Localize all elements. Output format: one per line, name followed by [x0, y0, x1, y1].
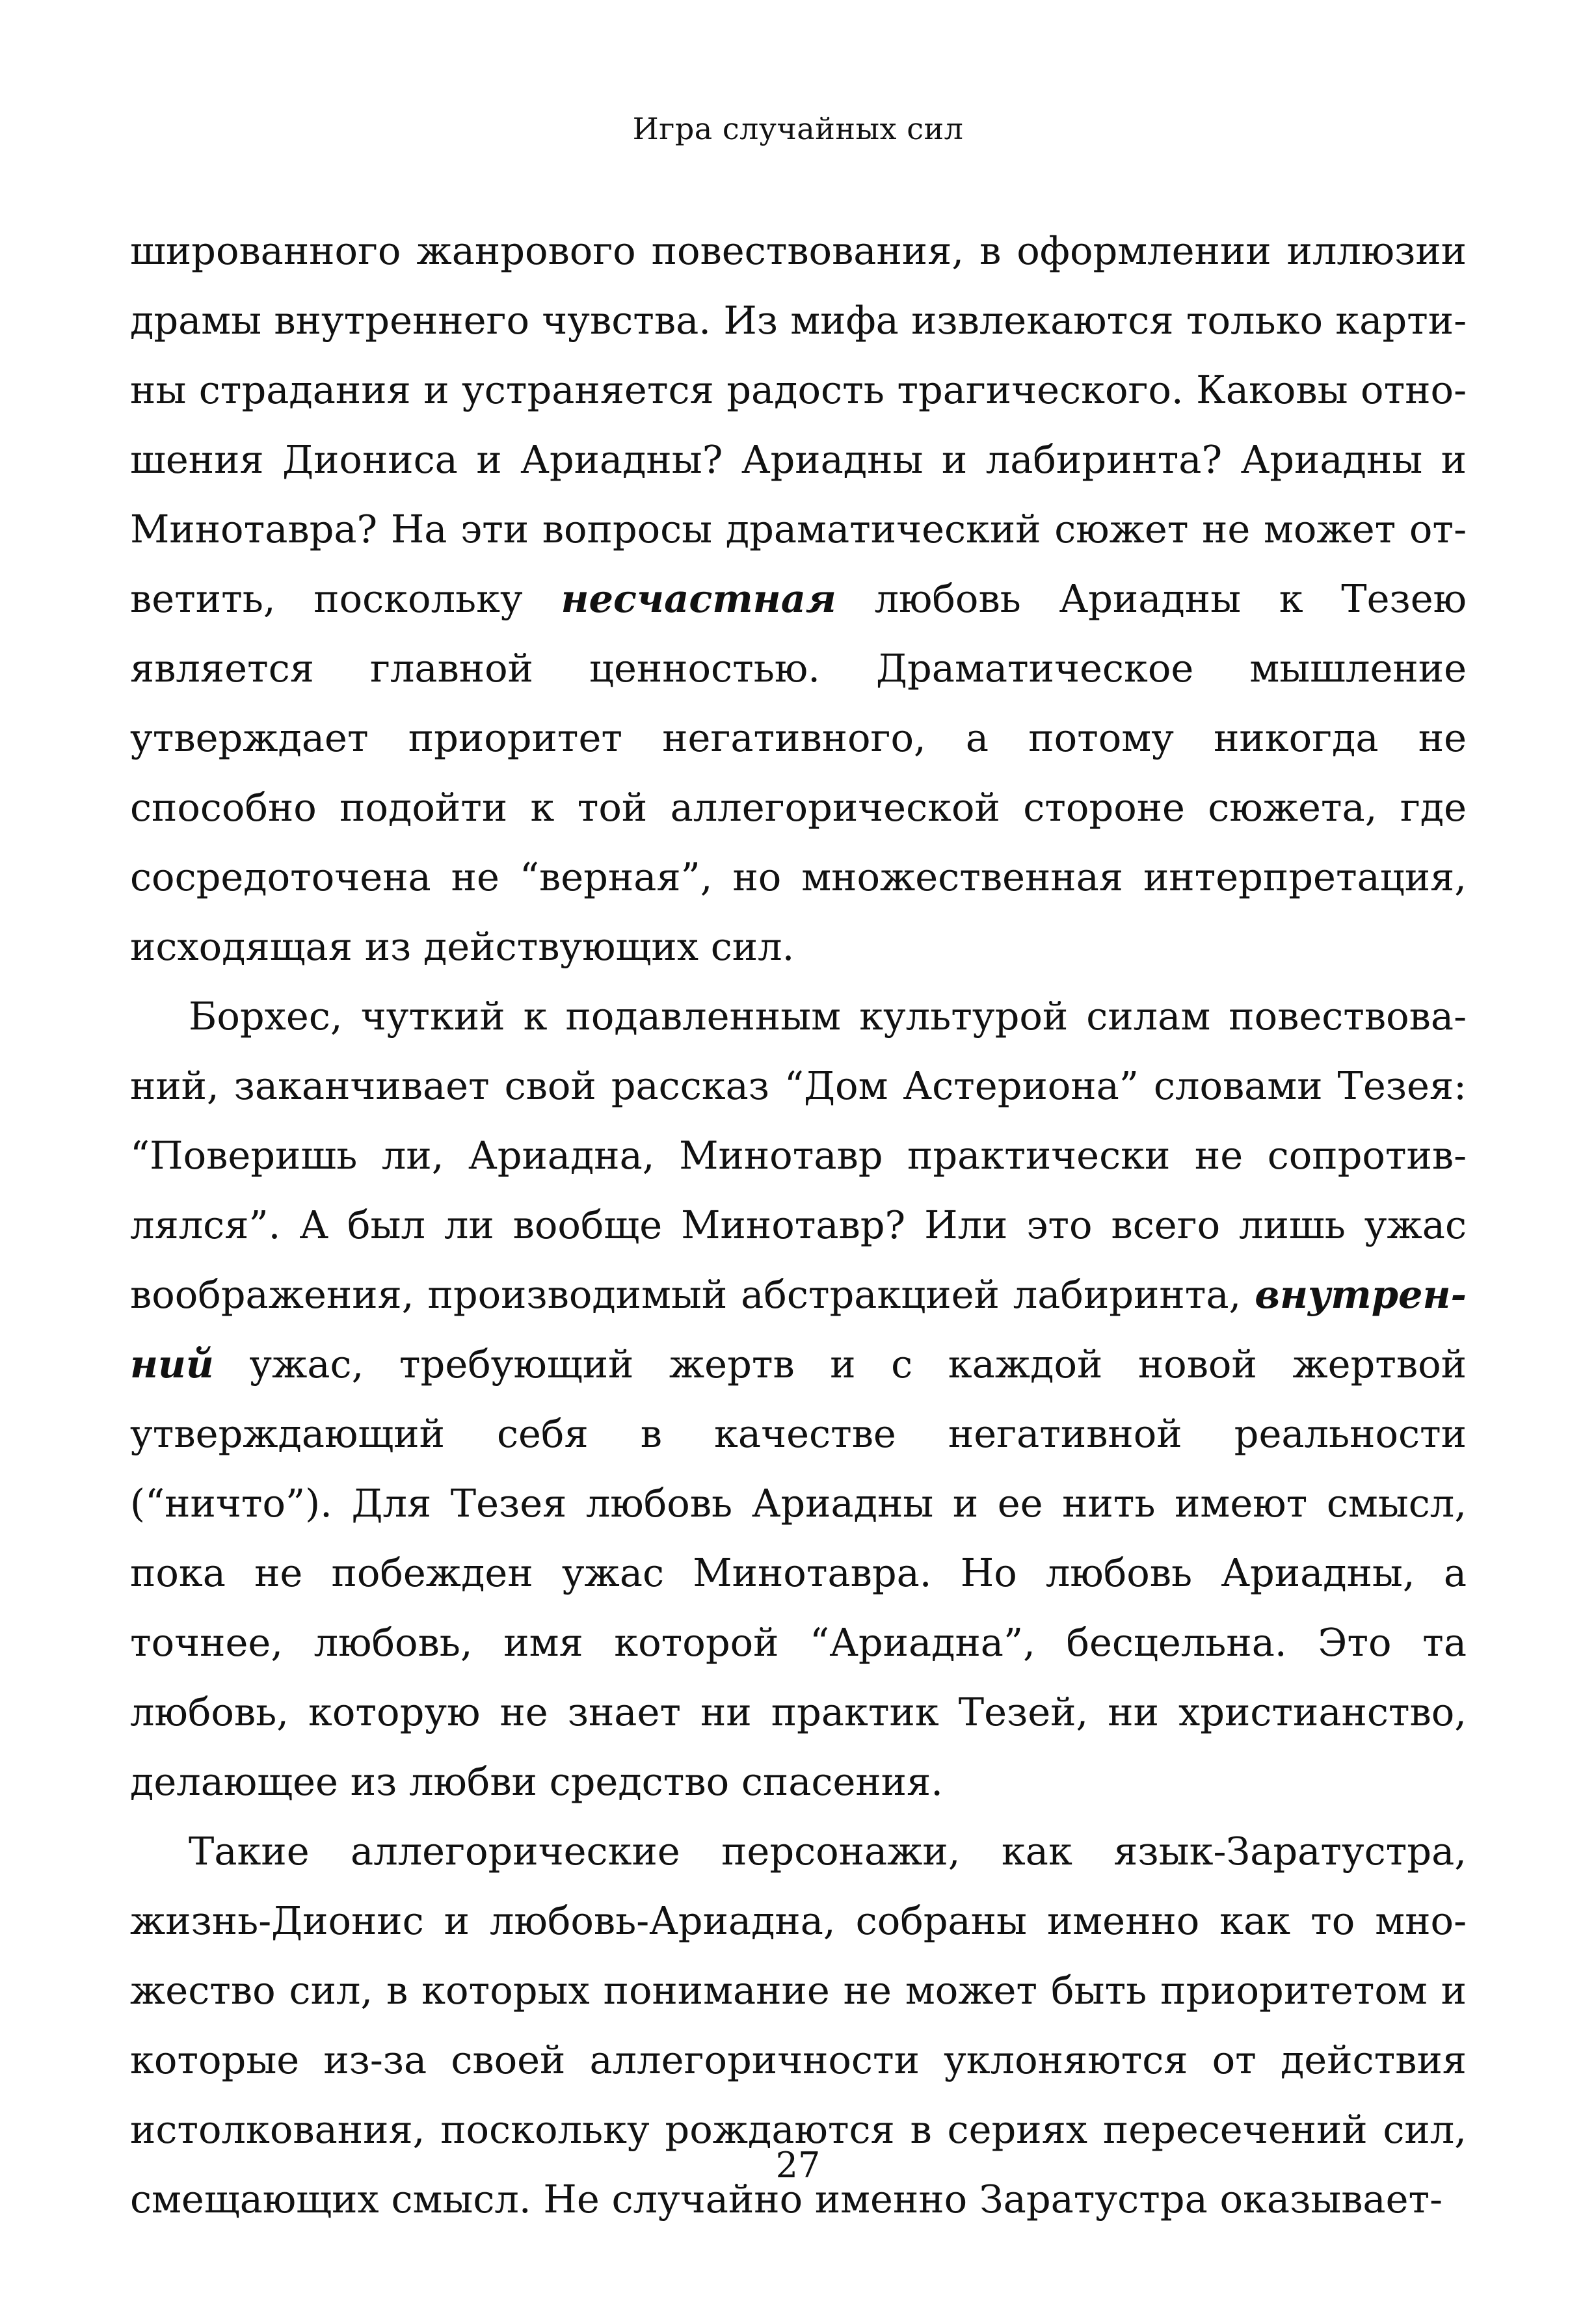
paragraph-2-text-b: ужас, требующий жертв и с каждой новой жертвой утверждающий себя в качестве негативной реальности (“ничто”). Для Тезея любовь Ариадны и ее нить имеют смысл, пока не побежден ужас Минотавра. Но любовь Ариадны, а точнее, любовь, имя которой “Ариадна”, бесцельна. Это та любовь, которую не знает ни практик Тезей, ни христианство, делающее из любви средство спасения.: [130, 1342, 1467, 1804]
paragraph-2-text-a: Борхес, чуткий к подавленным культурой силам повествований, заканчивает свой рассказ “Дом Астериона” словами Тезея: “Поверишь ли, Ариадна, Минотавр практически не сопротивлялся”. А был ли вообще Минотавр? Или это всего лишь ужас воображения, производимый абстракцией лабиринта,: [130, 994, 1467, 1317]
page-number: 27: [775, 2145, 821, 2186]
paragraph-1-text-b: любовь Ариадны к Тезею является главной ценностью. Драматическое мышление утверждает приоритет негативного, а потому никогда не способно подойти к той аллегорической стороне сюжета, где сосредоточена не “верная”, но множественная интерпретация, исходящая из действующих сил.: [130, 576, 1467, 969]
paragraph-1: [130, 216, 1467, 981]
running-head: Игра случайных сил: [632, 111, 964, 146]
paragraph-2: [130, 981, 1467, 1816]
paragraph-3-text: Такие аллегорические персонажи, как язык-Заратустра, жизнь-Дионис и любовь-Ариадна, собраны именно как то множество сил, в которых понимание не может быть приоритетом и которые из-за своей аллегоричности уклоняются от действия истолкования, поскольку рождаются в сериях пересечений сил, смещающих смысл. Не случайно именно Заратустра оказывает-: [130, 1829, 1467, 2222]
body-text: [130, 216, 1467, 2234]
paragraph-2-emphasis: внутренний: [130, 1272, 1467, 1386]
paragraph-1-text-a: шированного жанрового повествования, в оформлении иллюзии драмы внутреннего чувства. Из мифа извлекаются только картины страдания и устраняется радость трагического. Каковы отношения Диониса и Ариадны? Ариадны и лабиринта? Ариадны и Минотавра? На эти вопросы драматический сюжет не может ответить, поскольку: [130, 228, 1467, 621]
paragraph-1-emphasis: несчастная: [561, 576, 836, 621]
